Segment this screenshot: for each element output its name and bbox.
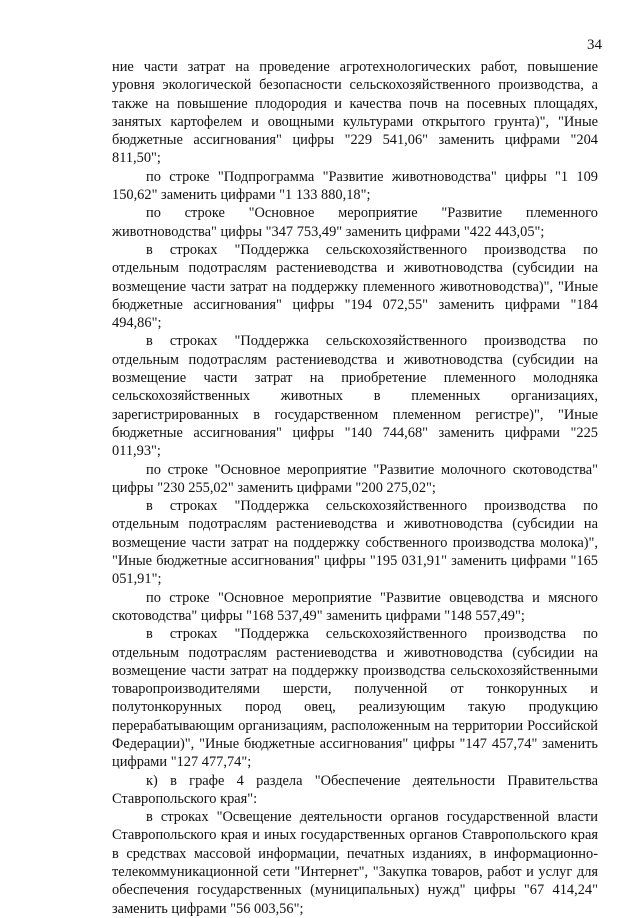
paragraph-wool-production: в строках "Поддержка сельскохозяйственного производства по отдельным подотраслям растениеводства и животноводства (субсидии на возмещение части затрат на поддержку производства сельскохозяйственными товаропроизводителями шерсти, полученной от тонкорунных и полутонкорунных пород овец, реализующим такую продукцию перерабатывающим организациям, расположенным на территории Российской Федерации)", "Иные бюджетные ассигнования" цифры "147 457,74" заменить цифрами "127 477,74"; [112, 626, 598, 771]
paragraph-milk-production: в строках "Поддержка сельскохозяйственного производства по отдельным подотраслям растениеводства и животноводства (субсидии на возмещение части затрат на поддержку собственного производства молока)", "Иные бюджетные ассигнования" цифры "195 031,91" заменить цифрами "165 051,91"; [112, 498, 598, 588]
paragraph-continuation: ние части затрат на проведение агротехнологических работ, повышение уровня экологической безопасности сельскохозяйственного производства, а также на повышение плодородия и качества почв на посевных площадях, занятых картофелем и овощными культурами открытого грунта)", "Иные бюджетные ассигнования" цифры "229 541,06" заменить цифрами "204 811,50"; [112, 59, 598, 167]
paragraph-dairy-cattle: по строке "Основное мероприятие "Развитие молочного скотоводства" цифры "230 255,02" заменить цифрами "200 275,02"; [112, 461, 598, 496]
paragraph-livestock-subprogram: по строке "Подпрограмма "Развитие животноводства" цифры "1 109 150,62" заменить цифрами "1 133 880,18"; [112, 168, 598, 204]
paragraph-sheep-beef-cattle: по строке "Основное мероприятие "Развитие овцеводства и мясного скотоводства" цифры "168 537,49" заменить цифрами "148 557,49"; [112, 589, 598, 624]
paragraph-young-breeding-stock: в строках "Поддержка сельскохозяйственного производства по отдельным подотраслям растениеводства и животноводства (субсидии на возмещение части затрат на приобретение племенного молодняка сельскохозяйственных животных в племенных организациях, зарегистрированных в государственном племенном регистре)", "Иные бюджетные ассигнования" цифры "140 744,68" заменить цифрами "225 011,93"; [112, 333, 598, 460]
paragraph-media-coverage: в строках "Освещение деятельности органов государственной власти Ставропольского края и иных государственных органов Ставропольского края в средствах массовой информации, печатных изданиях, в информационно-телекоммуникационной сети "Интернет", "Закупка товаров, работ и услуг для обеспечения государственных (муниципальных) нужд" цифры "67 414,24" заменить цифрами "56 003,56"; [112, 809, 598, 917]
paragraph-breeding-support: в строках "Поддержка сельскохозяйственного производства по отдельным подотраслям растениеводства и животноводства (субсидии на возмещение части затрат на поддержку племенного животноводства)", "Иные бюджетные ассигнования" цифры "194 072,55" заменить цифрами "184 494,86"; [112, 241, 598, 332]
page-number: 34 [587, 37, 602, 53]
paragraph-section-k: к) в графе 4 раздела "Обеспечение деятельности Правительства Ставропольского края": [112, 772, 598, 807]
paragraph-breeding-livestock: по строке "Основное мероприятие "Развитие племенного животноводства" цифры "347 753,49" заменить цифрами "422 443,05"; [112, 205, 598, 240]
document-body [112, 58, 598, 918]
